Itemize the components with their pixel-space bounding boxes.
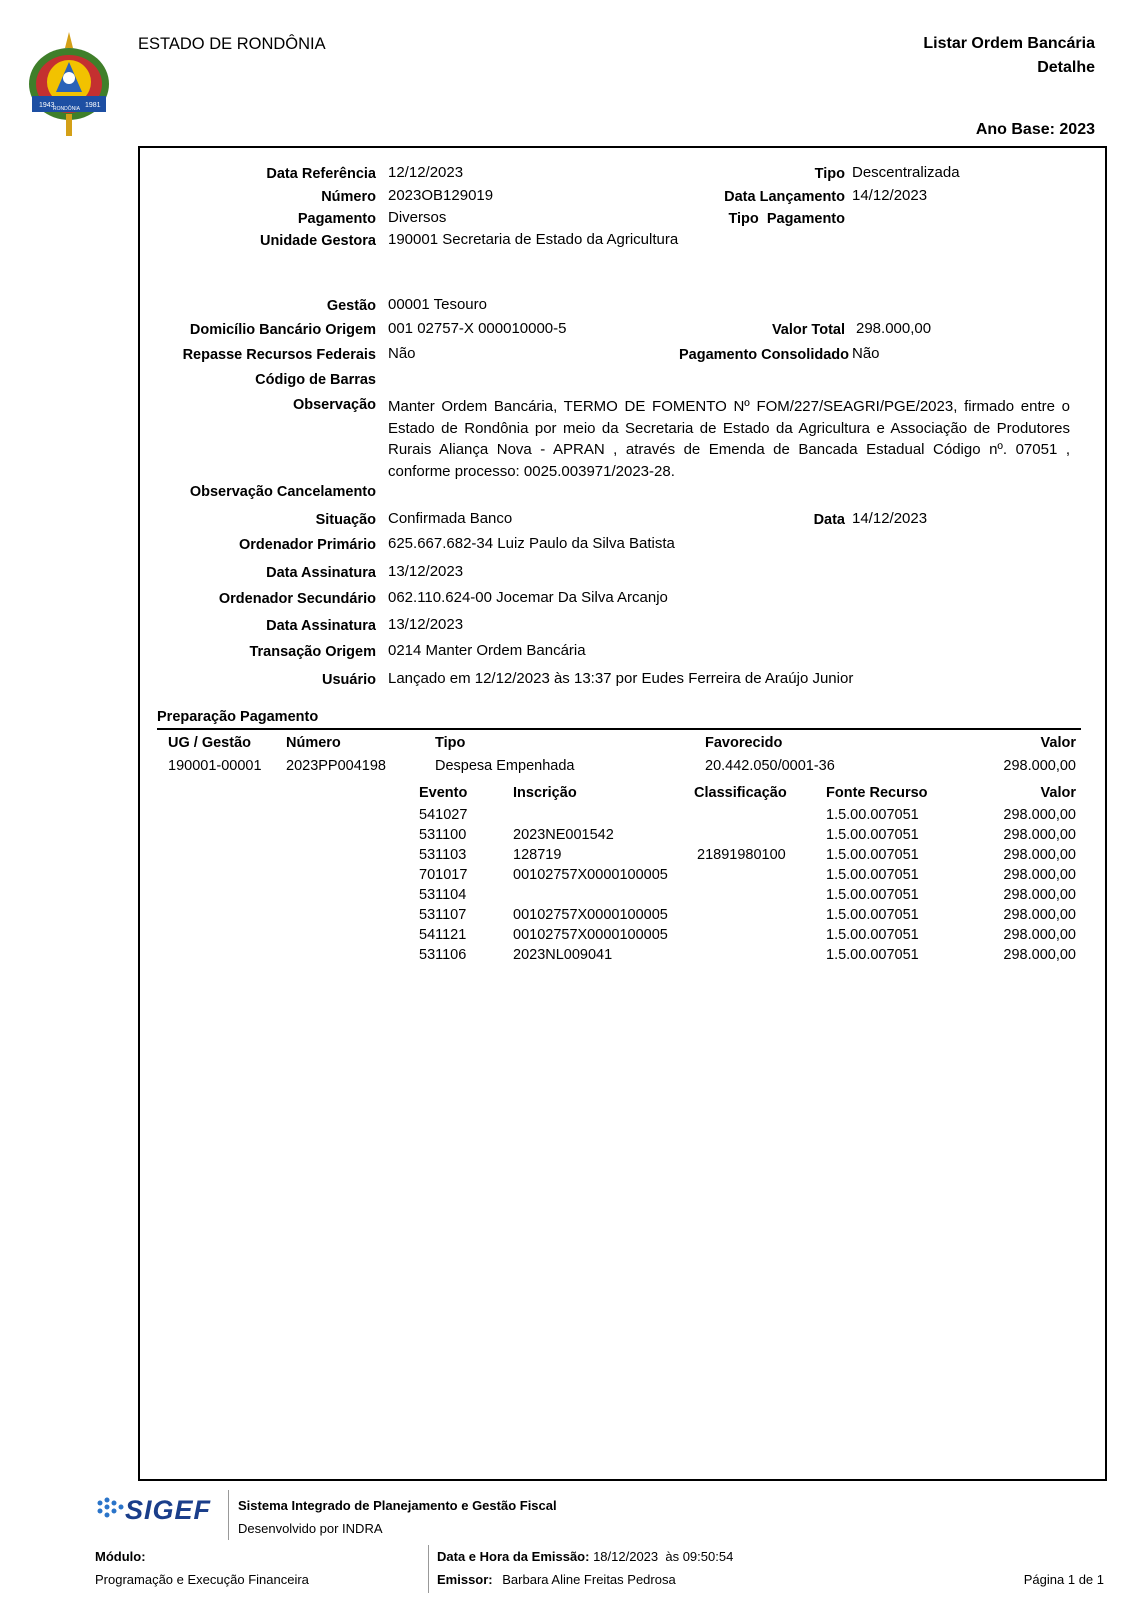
report-title: Listar Ordem Bancária <box>923 35 1095 52</box>
label-data-assinatura-1: Data Assinatura <box>266 565 376 581</box>
value-usuario: Lançado em 12/12/2023 às 13:37 por Eudes Ferreira de Araújo Junior <box>388 670 854 687</box>
value-pagamento-consolidado: Não <box>852 345 880 362</box>
label-data-lancamento: Data Lançamento <box>724 189 845 205</box>
label-usuario: Usuário <box>322 672 376 688</box>
event-inscricao: 00102757X0000100005 <box>513 927 668 943</box>
label-data: Data <box>813 512 845 528</box>
value-ordenador-secundario: 062.110.624-00 Jocemar Da Silva Arcanjo <box>388 589 668 606</box>
value-data-assinatura-1: 13/12/2023 <box>388 563 464 580</box>
event-fonte: 1.5.00.007051 <box>826 907 919 923</box>
event-valor: 298.000,00 <box>1003 847 1076 863</box>
label-ordenador-secundario: Ordenador Secundário <box>218 591 376 607</box>
value-pagamento: Diversos <box>388 209 447 226</box>
header-evento: Evento <box>419 785 468 801</box>
event-inscricao: 2023NE001542 <box>513 827 614 843</box>
event-evento: 531104 <box>419 887 467 903</box>
value-data-assinatura-2: 13/12/2023 <box>388 616 464 633</box>
event-evento: 541121 <box>419 927 467 943</box>
header-fonte: Fonte Recurso <box>826 785 928 801</box>
preparacao-title: Preparação Pagamento <box>157 709 319 725</box>
value-domicilio: 001 02757-X 000010000-5 <box>388 320 567 337</box>
value-unidade-gestora: 190001 Secretaria de Estado da Agricultura <box>388 231 679 248</box>
label-pagamento-consolidado: Pagamento Consolidado <box>679 347 849 363</box>
event-classificacao: 21891980100 <box>697 847 786 863</box>
event-valor: 298.000,00 <box>1003 807 1076 823</box>
event-fonte: 1.5.00.007051 <box>826 947 919 963</box>
event-valor: 298.000,00 <box>1003 947 1076 963</box>
sigef-logo <box>95 1495 225 1527</box>
row-valor: 298.000,00 <box>1003 758 1076 774</box>
sigef-logo-text: SIGEF <box>125 1495 212 1525</box>
event-inscricao: 2023NL009041 <box>513 947 613 963</box>
event-fonte: 1.5.00.007051 <box>826 927 919 943</box>
event-fonte: 1.5.00.007051 <box>826 827 919 843</box>
label-situacao: Situação <box>315 512 376 528</box>
footer-logo-divider <box>228 1490 229 1540</box>
value-repasse: Não <box>388 345 416 362</box>
label-codigo-barras: Código de Barras <box>255 372 376 388</box>
label-numero: Número <box>321 189 376 205</box>
label-data-assinatura-2: Data Assinatura <box>266 618 376 634</box>
event-evento: 541027 <box>419 807 468 823</box>
state-name: ESTADO DE RONDÔNIA <box>138 35 326 53</box>
event-fonte: 1.5.00.007051 <box>826 807 919 823</box>
value-ordenador-primario: 625.667.682-34 Luiz Paulo da Silva Batista <box>388 535 675 552</box>
row-numero: 2023PP004198 <box>286 758 386 774</box>
value-tipo: Descentralizada <box>852 164 960 181</box>
value-transacao-origem: 0214 Manter Ordem Bancária <box>388 642 586 659</box>
header-tipo: Tipo <box>435 735 466 751</box>
value-data-lancamento: 14/12/2023 <box>852 187 928 204</box>
header-event-valor: Valor <box>1040 785 1076 801</box>
event-valor: 298.000,00 <box>1003 827 1076 843</box>
footer-modulo-value: Programação e Execução Financeira <box>95 1572 309 1587</box>
value-data-referencia: 12/12/2023 <box>388 164 464 181</box>
event-inscricao: 00102757X0000100005 <box>513 907 668 923</box>
ano-base: Ano Base: 2023 <box>975 121 1095 138</box>
header-ug: UG / Gestão <box>168 735 251 751</box>
row-tipo: Despesa Empenhada <box>435 758 575 774</box>
event-evento: 701017 <box>419 867 468 883</box>
event-valor: 298.000,00 <box>1003 907 1076 923</box>
event-fonte: 1.5.00.007051 <box>826 867 919 883</box>
state-seal <box>26 30 112 138</box>
footer-emissao-label: Data e Hora da Emissão: <box>437 1549 590 1564</box>
event-evento: 531106 <box>419 947 467 963</box>
footer-emissao <box>437 1549 733 1564</box>
footer-emissor <box>437 1572 676 1587</box>
svg-text:RONDÔNIA: RONDÔNIA <box>53 106 80 112</box>
event-fonte: 1.5.00.007051 <box>826 847 919 863</box>
svg-text:1943: 1943 <box>39 102 55 109</box>
event-evento: 531103 <box>419 847 467 863</box>
event-inscricao: 00102757X0000100005 <box>513 867 668 883</box>
header-favorecido: Favorecido <box>705 735 783 751</box>
footer-pagina: Página 1 de 1 <box>1023 1572 1104 1587</box>
label-ordenador-primario: Ordenador Primário <box>239 537 376 553</box>
event-valor: 298.000,00 <box>1003 887 1076 903</box>
value-numero: 2023OB129019 <box>388 187 494 204</box>
value-data: 14/12/2023 <box>852 510 928 527</box>
footer-modulo-label: Módulo: <box>95 1549 146 1564</box>
report-subtitle: Detalhe <box>1037 59 1095 76</box>
row-ug: 190001-00001 <box>168 758 262 774</box>
event-evento: 531107 <box>419 907 467 923</box>
preparacao-divider <box>157 728 1081 730</box>
value-situacao: Confirmada Banco <box>388 510 513 527</box>
label-transacao-origem: Transação Origem <box>249 644 376 660</box>
svg-text:1981: 1981 <box>85 102 101 109</box>
event-inscricao: 128719 <box>513 847 562 863</box>
value-observacao: Manter Ordem Bancária, TERMO DE FOMENTO Nº FOM/227/SEAGRI/PGE/2023, firmado entre o Estado de Rondônia por meio da Secretaria de Estado da Agricultura e Associação de Produtores Rurais Aliança Nova - APRAN , através de Emenda de Bancada Estadual Código nº. 07051 , conforme processo: 0025.003971/2023-28. <box>388 398 1070 480</box>
label-data-referencia: Data Referência <box>266 166 376 182</box>
event-valor: 298.000,00 <box>1003 867 1076 883</box>
event-fonte: 1.5.00.007051 <box>826 887 919 903</box>
footer-emissor-label: Emissor: <box>437 1572 493 1587</box>
label-valor-total: Valor Total <box>771 322 845 338</box>
value-valor-total: 298.000,00 <box>856 320 932 337</box>
header-classificacao: Classificação <box>694 785 787 801</box>
label-unidade-gestora: Unidade Gestora <box>259 233 376 249</box>
header-numero: Número <box>286 735 341 751</box>
event-evento: 531100 <box>419 827 467 843</box>
value-gestao: 00001 Tesouro <box>388 296 487 313</box>
event-valor: 298.000,00 <box>1003 927 1076 943</box>
label-tipo: Tipo <box>814 166 845 182</box>
label-gestao: Gestão <box>326 298 376 314</box>
label-domicilio: Domicílio Bancário Origem <box>189 322 376 338</box>
footer-system-name: Sistema Integrado de Planejamento e Gestão Fiscal <box>238 1498 557 1513</box>
label-obs-cancelamento: Observação Cancelamento <box>189 484 376 500</box>
footer-emissor-value: Barbara Aline Freitas Pedrosa <box>502 1572 676 1587</box>
label-repasse: Repasse Recursos Federais <box>182 347 376 363</box>
footer-divider <box>428 1545 429 1593</box>
footer-emissao-value: 18/12/2023 às 09:50:54 <box>593 1549 734 1564</box>
header-inscricao: Inscrição <box>513 785 577 801</box>
row-favorecido: 20.442.050/0001-36 <box>705 758 835 774</box>
label-tipo-pagamento: Tipo Pagamento <box>728 211 845 227</box>
label-observacao: Observação <box>292 397 376 413</box>
label-pagamento: Pagamento <box>297 211 376 227</box>
footer-developer: Desenvolvido por INDRA <box>238 1521 383 1536</box>
header-valor: Valor <box>1040 735 1076 751</box>
